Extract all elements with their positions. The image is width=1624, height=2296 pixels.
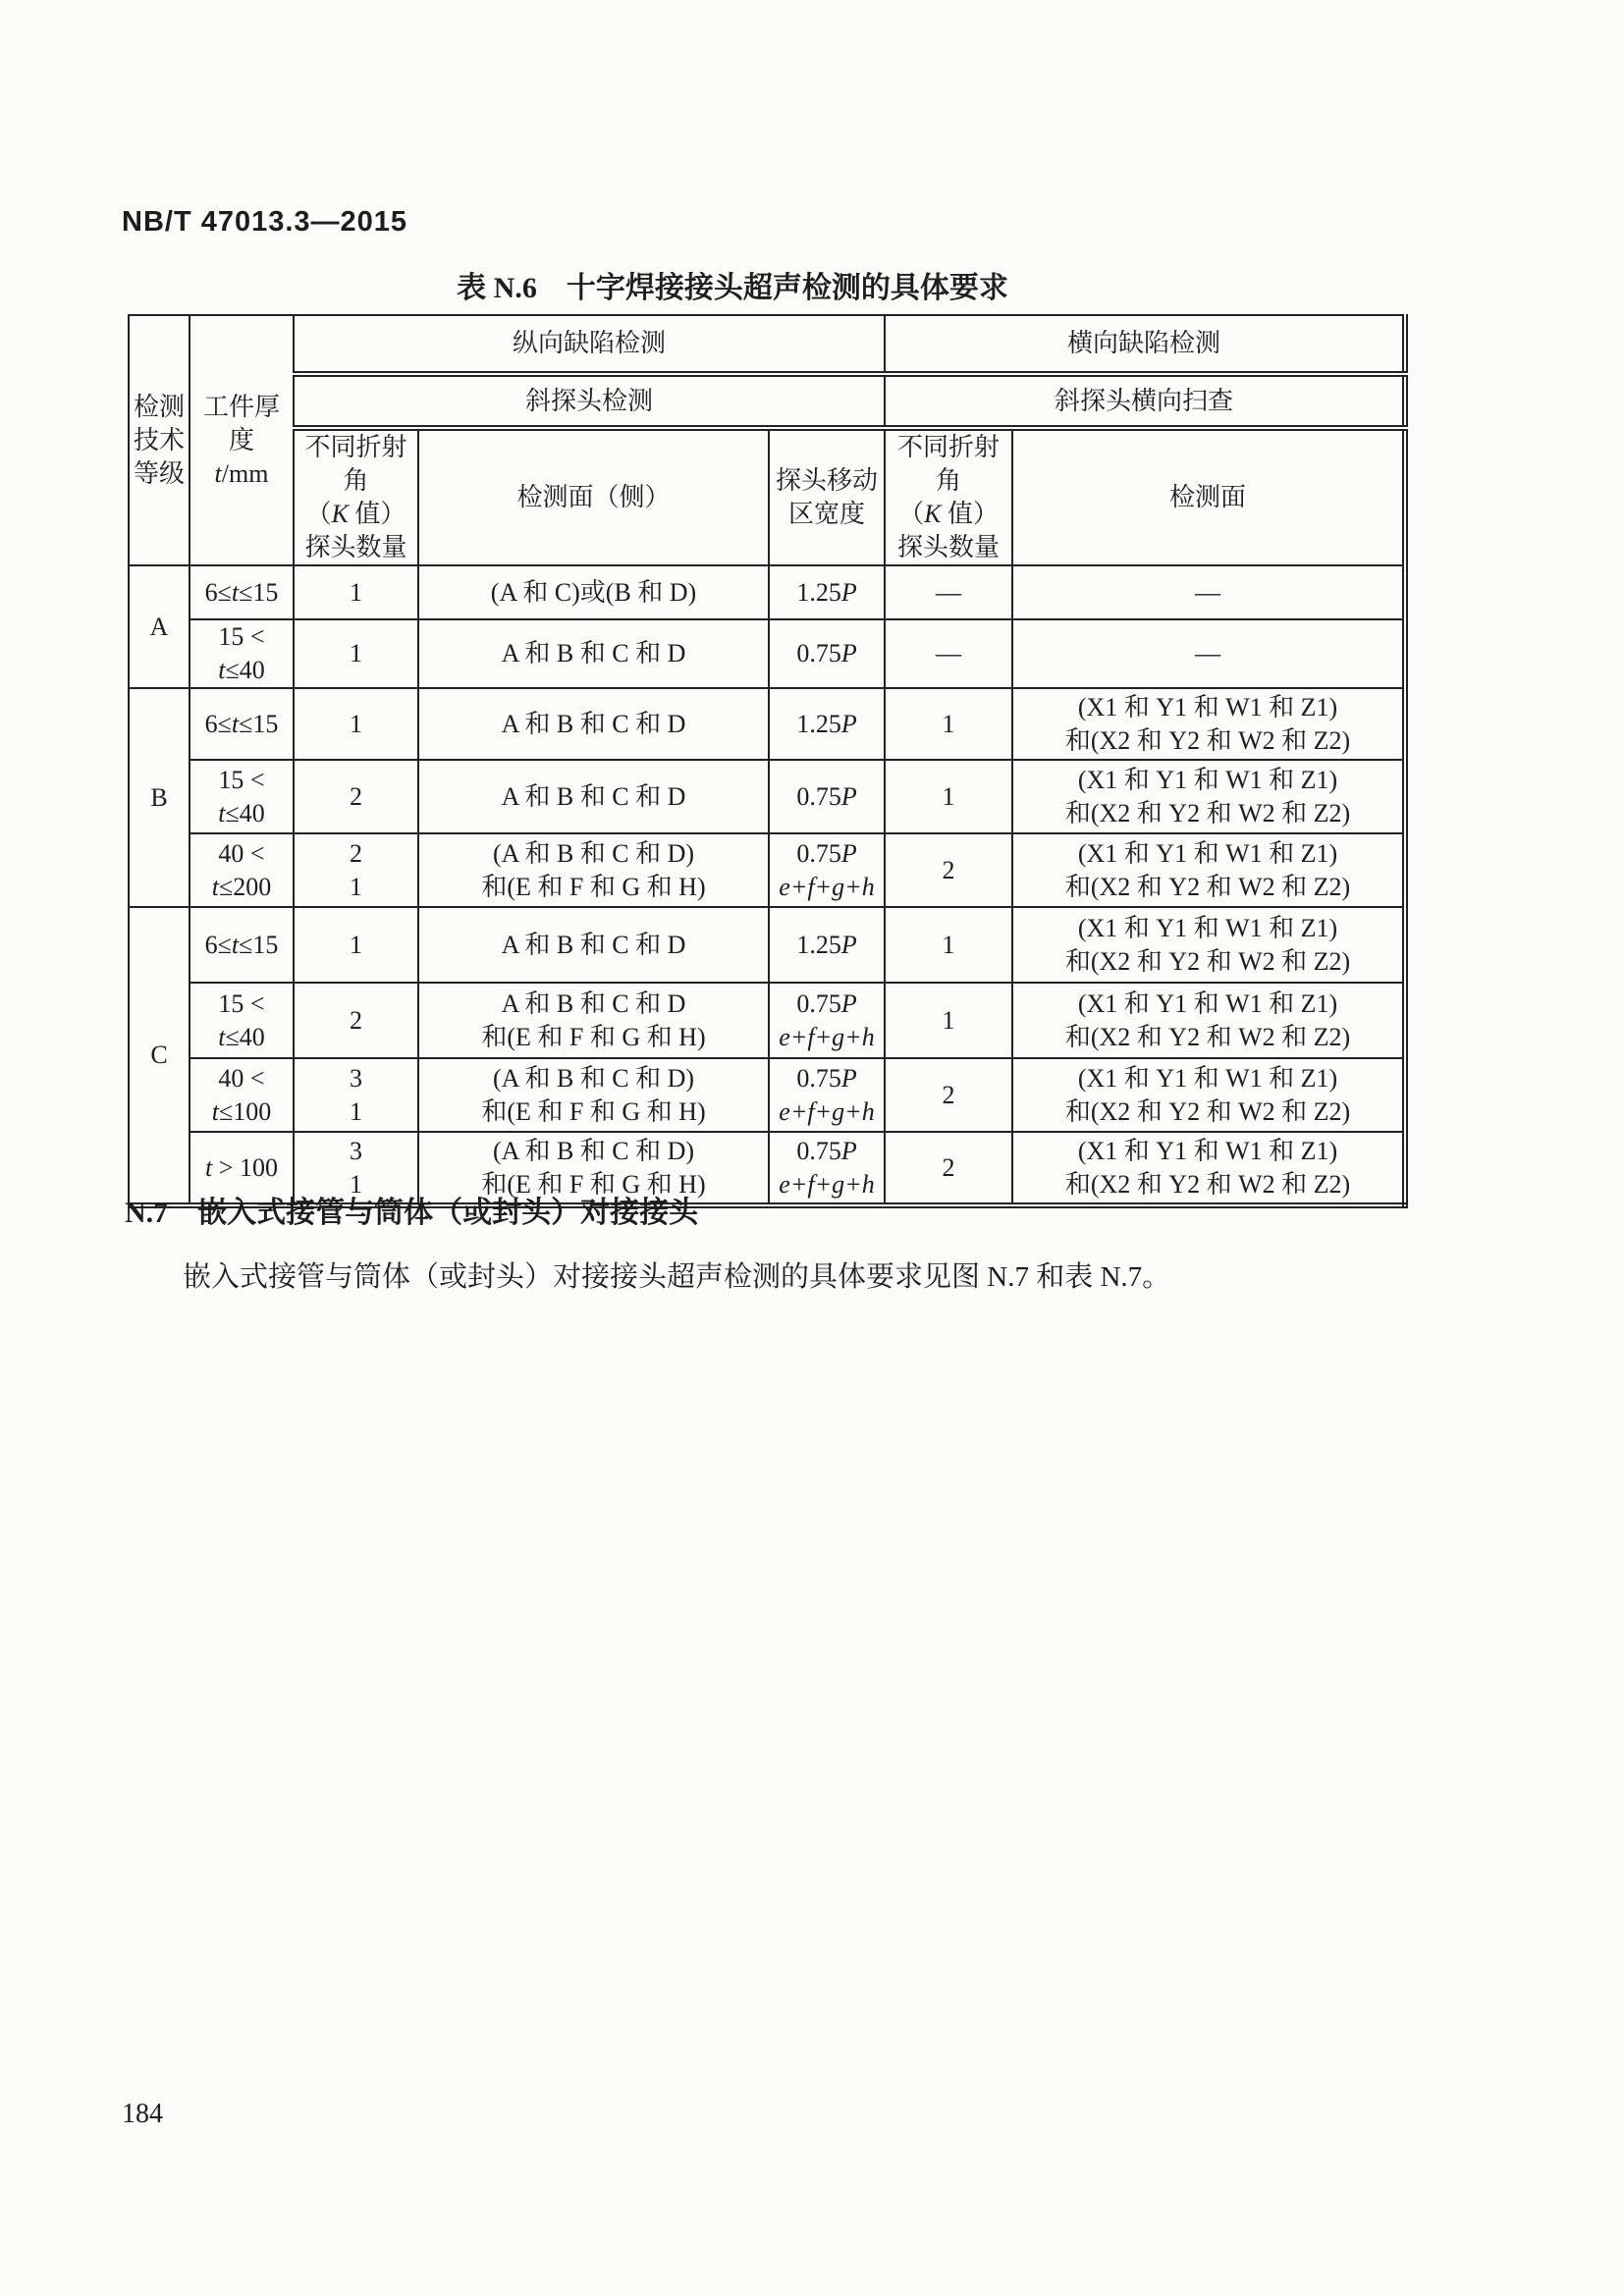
col-header-angle-probe-transverse-scan: 斜探头横向扫查: [885, 374, 1405, 428]
cell-detection-face-transverse: —: [1012, 565, 1405, 619]
standard-number-header: NB/T 47013.3—2015: [122, 206, 408, 238]
cell-k-count: 1: [294, 907, 418, 983]
table-row: [129, 833, 1405, 907]
cell-thickness: 40 < t≤100: [189, 1058, 294, 1132]
cell-detection-face-transverse: (X1 和 Y1 和 W1 和 Z1) 和(X2 和 Y2 和 W2 和 Z2): [1012, 907, 1405, 983]
table-row: [129, 1058, 1405, 1132]
cell-k-count-transverse: 1: [885, 983, 1012, 1058]
cell-probe-zone: 1.25P: [769, 688, 885, 760]
cell-k-count: 3 1: [294, 1132, 418, 1205]
cell-thickness: 15 < t≤40: [189, 760, 294, 833]
cell-probe-zone: 0.75P e+f+g+h: [769, 1058, 885, 1132]
cell-k-count-transverse: 2: [885, 833, 1012, 907]
cell-k-count-transverse: 1: [885, 907, 1012, 983]
table-row: [129, 983, 1405, 1058]
cell-detection-face: (A 和 C)或(B 和 D): [418, 565, 769, 619]
cell-detection-face-transverse: (X1 和 Y1 和 W1 和 Z1) 和(X2 和 Y2 和 W2 和 Z2): [1012, 833, 1405, 907]
cell-probe-zone: 0.75P e+f+g+h: [769, 1132, 885, 1205]
page-number: 184: [122, 2099, 163, 2129]
cell-k-count-transverse: 2: [885, 1132, 1012, 1205]
cell-detection-face-transverse: —: [1012, 619, 1405, 688]
col-header-k-value-count: 不同折射角 （K 值） 探头数量: [294, 428, 418, 565]
cell-probe-zone: 1.25P: [769, 565, 885, 619]
cell-detection-face: A 和 B 和 C 和 D 和(E 和 F 和 G 和 H): [418, 983, 769, 1058]
table-row: [129, 688, 1405, 760]
cell-level: A: [129, 565, 189, 688]
cell-k-count: 1: [294, 565, 418, 619]
cell-detection-face: A 和 B 和 C 和 D: [418, 907, 769, 983]
cell-detection-face-transverse: (X1 和 Y1 和 W1 和 Z1) 和(X2 和 Y2 和 W2 和 Z2): [1012, 983, 1405, 1058]
col-header-angle-probe-detection: 斜探头检测: [294, 374, 885, 428]
cell-detection-face: (A 和 B 和 C 和 D) 和(E 和 F 和 G 和 H): [418, 833, 769, 907]
col-header-detection-surface-side: 检测面（侧）: [418, 428, 769, 565]
cell-k-count: 2: [294, 983, 418, 1058]
cell-k-count: 2 1: [294, 833, 418, 907]
cell-k-count: 2: [294, 760, 418, 833]
cell-probe-zone: 1.25P: [769, 907, 885, 983]
cell-detection-face: A 和 B 和 C 和 D: [418, 688, 769, 760]
table-row: [129, 760, 1405, 833]
requirements-table: [128, 314, 1408, 1208]
cell-thickness: 6≤t≤15: [189, 565, 294, 619]
cell-k-count: 1: [294, 619, 418, 688]
col-header-detection-surface-transverse: 检测面: [1012, 428, 1405, 565]
col-header-k-value-count-transverse: 不同折射角 （K 值） 探头数量: [885, 428, 1012, 565]
table-row: [129, 907, 1405, 983]
cell-thickness: 6≤t≤15: [189, 688, 294, 760]
table-title: 表 N.6 十字焊接接头超声检测的具体要求: [457, 272, 1008, 304]
cell-probe-zone: 0.75P: [769, 760, 885, 833]
cell-probe-zone: 0.75P e+f+g+h: [769, 833, 885, 907]
cell-thickness: 15 < t≤40: [189, 983, 294, 1058]
cell-thickness: 6≤t≤15: [189, 907, 294, 983]
cell-thickness: 40 < t≤200: [189, 833, 294, 907]
cell-detection-face: A 和 B 和 C 和 D: [418, 760, 769, 833]
cell-k-count-transverse: 2: [885, 1058, 1012, 1132]
cell-thickness: 15 < t≤40: [189, 619, 294, 688]
cell-k-count-transverse: 1: [885, 688, 1012, 760]
col-header-transverse-detection: 横向缺陷检测: [885, 315, 1405, 374]
cell-detection-face: (A 和 B 和 C 和 D) 和(E 和 F 和 G 和 H): [418, 1132, 769, 1205]
cell-detection-face-transverse: (X1 和 Y1 和 W1 和 Z1) 和(X2 和 Y2 和 W2 和 Z2): [1012, 760, 1405, 833]
table-row: [129, 619, 1405, 688]
cell-k-count: 3 1: [294, 1058, 418, 1132]
table-row: [129, 565, 1405, 619]
cell-level: B: [129, 688, 189, 907]
col-header-thickness: 工件厚度 t/mm: [189, 315, 294, 565]
col-header-technique-level: 检测 技术 等级: [129, 315, 189, 565]
cell-probe-zone: 0.75P e+f+g+h: [769, 983, 885, 1058]
cell-detection-face-transverse: (X1 和 Y1 和 W1 和 Z1) 和(X2 和 Y2 和 W2 和 Z2): [1012, 1058, 1405, 1132]
cell-level: C: [129, 907, 189, 1205]
cell-k-count: 1: [294, 688, 418, 760]
header-row: [129, 374, 1405, 428]
cell-probe-zone: 0.75P: [769, 619, 885, 688]
col-header-probe-movement-zone: 探头移动 区宽度: [769, 428, 885, 565]
section-heading-n7: N.7 嵌入式接管与筒体（或封头）对接接头: [125, 1197, 699, 1229]
cell-thickness: t > 100: [189, 1132, 294, 1205]
cell-k-count-transverse: —: [885, 565, 1012, 619]
header-row: [129, 428, 1405, 565]
section-paragraph: 嵌入式接管与筒体（或封头）对接接头超声检测的具体要求见图 N.7 和表 N.7。: [183, 1261, 1171, 1293]
col-header-longitudinal-detection: 纵向缺陷检测: [294, 315, 885, 374]
cell-k-count-transverse: —: [885, 619, 1012, 688]
cell-detection-face: A 和 B 和 C 和 D: [418, 619, 769, 688]
cell-k-count-transverse: 1: [885, 760, 1012, 833]
cell-detection-face-transverse: (X1 和 Y1 和 W1 和 Z1) 和(X2 和 Y2 和 W2 和 Z2): [1012, 1132, 1405, 1205]
header-row: [129, 315, 1405, 374]
cell-detection-face: (A 和 B 和 C 和 D) 和(E 和 F 和 G 和 H): [418, 1058, 769, 1132]
cell-detection-face-transverse: (X1 和 Y1 和 W1 和 Z1) 和(X2 和 Y2 和 W2 和 Z2): [1012, 688, 1405, 760]
